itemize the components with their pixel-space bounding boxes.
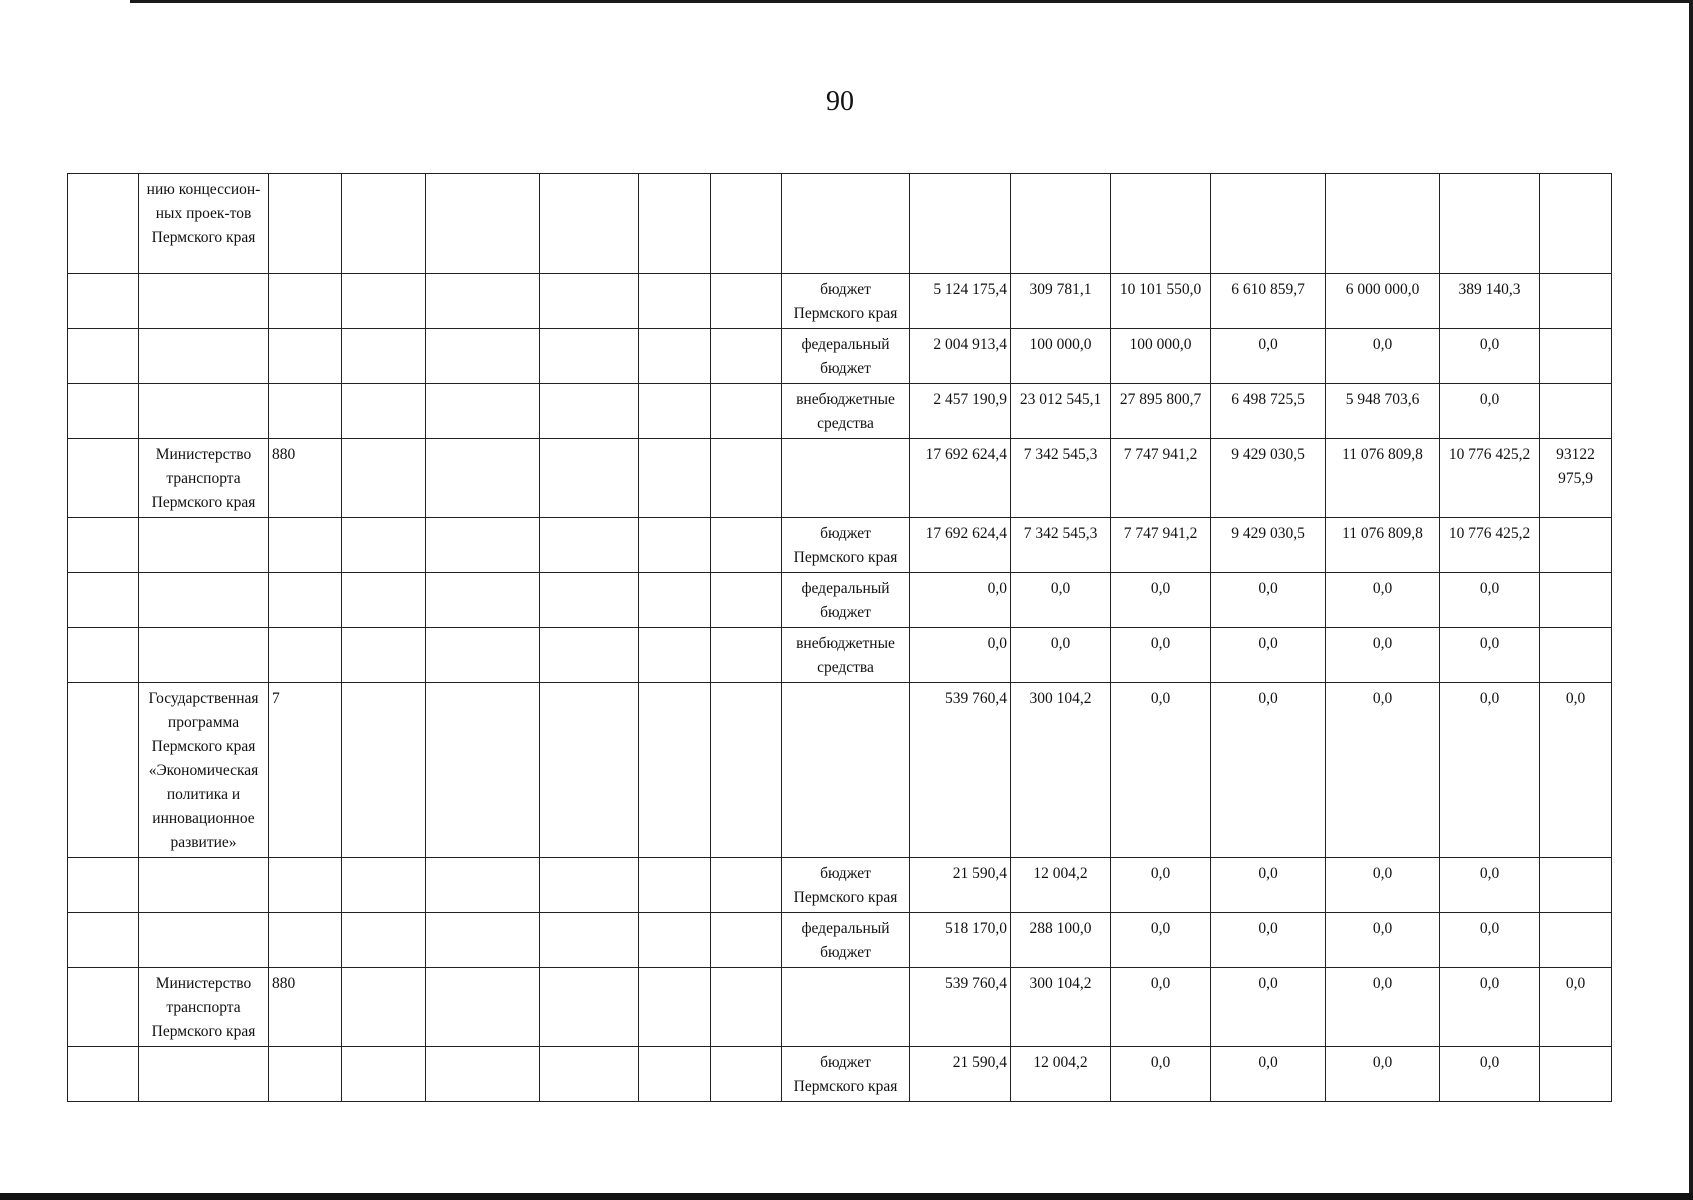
amount-cell-v3: 10 101 550,0 <box>1111 274 1211 329</box>
empty-cell <box>639 518 711 573</box>
name-cell <box>139 913 269 968</box>
empty-cell <box>711 573 782 628</box>
row-number-cell <box>68 384 139 439</box>
name-cell <box>139 329 269 384</box>
amount-cell-v4: 0,0 <box>1211 573 1326 628</box>
amount-cell-v4: 0,0 <box>1211 1047 1326 1102</box>
table-row <box>68 439 1612 518</box>
name-cell <box>139 628 269 683</box>
row-number-cell <box>68 174 139 274</box>
empty-cell <box>342 439 426 518</box>
empty-cell <box>342 174 426 274</box>
funding-source-cell: внебюджетные средства <box>782 628 910 683</box>
amount-cell-v5: 0,0 <box>1326 858 1440 913</box>
amount-cell-v2: 300 104,2 <box>1011 968 1111 1047</box>
total-cell <box>1540 518 1612 573</box>
funding-source-cell: бюджет Пермского края <box>782 518 910 573</box>
empty-cell <box>540 913 639 968</box>
amount-cell-v6: 0,0 <box>1440 329 1540 384</box>
row-number-cell <box>68 683 139 858</box>
amount-cell-v1: 17 692 624,4 <box>910 518 1011 573</box>
amount-cell-v1: 539 760,4 <box>910 968 1011 1047</box>
amount-cell-v6: 0,0 <box>1440 968 1540 1047</box>
amount-cell-v5: 6 000 000,0 <box>1326 274 1440 329</box>
empty-cell <box>426 384 540 439</box>
name-cell: Государственная программа Пермского края «Экономическая политика и инновационное развитие» <box>139 683 269 858</box>
empty-cell <box>342 683 426 858</box>
amount-cell-v3: 7 747 941,2 <box>1111 518 1211 573</box>
amount-cell-v1: 2 457 190,9 <box>910 384 1011 439</box>
empty-cell <box>711 329 782 384</box>
amount-cell-v3: 100 000,0 <box>1111 329 1211 384</box>
code-cell: 7 <box>269 683 342 858</box>
amount-cell-v5: 0,0 <box>1326 1047 1440 1102</box>
empty-cell <box>711 628 782 683</box>
amount-cell-v3: 0,0 <box>1111 968 1211 1047</box>
code-cell <box>269 1047 342 1102</box>
amount-cell-v5: 11 076 809,8 <box>1326 439 1440 518</box>
amount-cell-v1: 21 590,4 <box>910 858 1011 913</box>
empty-cell <box>711 968 782 1047</box>
table-row <box>68 858 1612 913</box>
amount-cell-v2: 12 004,2 <box>1011 858 1111 913</box>
amount-cell-v1: 0,0 <box>910 573 1011 628</box>
empty-cell <box>540 1047 639 1102</box>
empty-cell <box>426 683 540 858</box>
empty-cell <box>540 518 639 573</box>
funding-source-cell: бюджет Пермского края <box>782 274 910 329</box>
empty-cell <box>711 518 782 573</box>
amount-cell-v6: 0,0 <box>1440 628 1540 683</box>
amount-cell-v2: 12 004,2 <box>1011 1047 1111 1102</box>
total-cell <box>1540 174 1612 274</box>
empty-cell <box>711 1047 782 1102</box>
amount-cell-v4: 6 610 859,7 <box>1211 274 1326 329</box>
total-cell <box>1540 1047 1612 1102</box>
empty-cell <box>639 968 711 1047</box>
code-cell <box>269 573 342 628</box>
empty-cell <box>342 274 426 329</box>
total-cell: 93122 975,9 <box>1540 439 1612 518</box>
empty-cell <box>639 628 711 683</box>
funding-source-cell: федеральный бюджет <box>782 329 910 384</box>
budget-table <box>67 173 1612 1102</box>
empty-cell <box>540 174 639 274</box>
empty-cell <box>426 174 540 274</box>
amount-cell-v2: 7 342 545,3 <box>1011 439 1111 518</box>
empty-cell <box>639 573 711 628</box>
table-row <box>68 274 1612 329</box>
amount-cell-v6: 0,0 <box>1440 858 1540 913</box>
table-row <box>68 968 1612 1047</box>
row-number-cell <box>68 858 139 913</box>
amount-cell-v3: 0,0 <box>1111 1047 1211 1102</box>
empty-cell <box>426 573 540 628</box>
name-cell <box>139 858 269 913</box>
code-cell: 880 <box>269 439 342 518</box>
name-cell <box>139 518 269 573</box>
row-number-cell <box>68 274 139 329</box>
amount-cell-v6: 0,0 <box>1440 573 1540 628</box>
empty-cell <box>540 683 639 858</box>
code-cell <box>269 913 342 968</box>
empty-cell <box>426 628 540 683</box>
amount-cell-v4: 6 498 725,5 <box>1211 384 1326 439</box>
amount-cell-v5 <box>1326 174 1440 274</box>
amount-cell-v4: 9 429 030,5 <box>1211 439 1326 518</box>
empty-cell <box>342 968 426 1047</box>
amount-cell-v3: 27 895 800,7 <box>1111 384 1211 439</box>
empty-cell <box>540 384 639 439</box>
amount-cell-v5: 0,0 <box>1326 913 1440 968</box>
total-cell: 0,0 <box>1540 968 1612 1047</box>
empty-cell <box>426 439 540 518</box>
row-number-cell <box>68 968 139 1047</box>
name-cell <box>139 274 269 329</box>
amount-cell-v5: 0,0 <box>1326 329 1440 384</box>
row-number-cell <box>68 913 139 968</box>
amount-cell-v1 <box>910 174 1011 274</box>
empty-cell <box>540 439 639 518</box>
total-cell <box>1540 913 1612 968</box>
table-row <box>68 1047 1612 1102</box>
empty-cell <box>639 858 711 913</box>
empty-cell <box>342 913 426 968</box>
table-row <box>68 384 1612 439</box>
empty-cell <box>342 518 426 573</box>
code-cell <box>269 628 342 683</box>
amount-cell-v3 <box>1111 174 1211 274</box>
amount-cell-v4 <box>1211 174 1326 274</box>
funding-source-cell <box>782 174 910 274</box>
amount-cell-v6: 0,0 <box>1440 913 1540 968</box>
total-cell <box>1540 628 1612 683</box>
funding-source-cell <box>782 968 910 1047</box>
amount-cell-v2: 300 104,2 <box>1011 683 1111 858</box>
funding-source-cell: бюджет Пермского края <box>782 858 910 913</box>
total-cell <box>1540 384 1612 439</box>
name-cell: нию концессион-ных проек-тов Пермского края <box>139 174 269 274</box>
table-row <box>68 573 1612 628</box>
funding-source-cell: бюджет Пермского края <box>782 1047 910 1102</box>
table-row <box>68 913 1612 968</box>
empty-cell <box>426 913 540 968</box>
amount-cell-v3: 0,0 <box>1111 628 1211 683</box>
amount-cell-v6: 0,0 <box>1440 384 1540 439</box>
amount-cell-v2: 309 781,1 <box>1011 274 1111 329</box>
empty-cell <box>342 384 426 439</box>
total-cell <box>1540 573 1612 628</box>
amount-cell-v6: 389 140,3 <box>1440 274 1540 329</box>
total-cell <box>1540 274 1612 329</box>
empty-cell <box>342 1047 426 1102</box>
empty-cell <box>342 628 426 683</box>
name-cell: Министерство транспорта Пермского края <box>139 968 269 1047</box>
empty-cell <box>426 274 540 329</box>
amount-cell-v4: 0,0 <box>1211 858 1326 913</box>
table-row <box>68 628 1612 683</box>
name-cell <box>139 573 269 628</box>
code-cell <box>269 174 342 274</box>
empty-cell <box>711 174 782 274</box>
empty-cell <box>639 683 711 858</box>
amount-cell-v3: 0,0 <box>1111 573 1211 628</box>
empty-cell <box>639 439 711 518</box>
amount-cell-v1: 5 124 175,4 <box>910 274 1011 329</box>
empty-cell <box>711 683 782 858</box>
amount-cell-v5: 0,0 <box>1326 968 1440 1047</box>
total-cell <box>1540 329 1612 384</box>
row-number-cell <box>68 628 139 683</box>
empty-cell <box>711 858 782 913</box>
code-cell <box>269 858 342 913</box>
total-cell: 0,0 <box>1540 683 1612 858</box>
amount-cell-v6: 10 776 425,2 <box>1440 439 1540 518</box>
amount-cell-v5: 0,0 <box>1326 628 1440 683</box>
empty-cell <box>540 329 639 384</box>
amount-cell-v4: 0,0 <box>1211 968 1326 1047</box>
empty-cell <box>426 858 540 913</box>
amount-cell-v1: 21 590,4 <box>910 1047 1011 1102</box>
empty-cell <box>426 1047 540 1102</box>
amount-cell-v5: 11 076 809,8 <box>1326 518 1440 573</box>
funding-source-cell: федеральный бюджет <box>782 573 910 628</box>
scan-border-bottom <box>0 1193 1693 1200</box>
empty-cell <box>540 274 639 329</box>
name-cell: Министерство транспорта Пермского края <box>139 439 269 518</box>
empty-cell <box>639 913 711 968</box>
amount-cell-v3: 7 747 941,2 <box>1111 439 1211 518</box>
code-cell <box>269 384 342 439</box>
page-number: 90 <box>826 86 854 117</box>
amount-cell-v4: 0,0 <box>1211 683 1326 858</box>
row-number-cell <box>68 439 139 518</box>
code-cell <box>269 329 342 384</box>
amount-cell-v2: 0,0 <box>1011 573 1111 628</box>
empty-cell <box>342 858 426 913</box>
amount-cell-v2: 7 342 545,3 <box>1011 518 1111 573</box>
amount-cell-v5: 5 948 703,6 <box>1326 384 1440 439</box>
scan-border-right <box>1689 0 1693 1200</box>
amount-cell-v2: 0,0 <box>1011 628 1111 683</box>
amount-cell-v4: 0,0 <box>1211 913 1326 968</box>
amount-cell-v5: 0,0 <box>1326 683 1440 858</box>
row-number-cell <box>68 573 139 628</box>
code-cell <box>269 518 342 573</box>
amount-cell-v4: 0,0 <box>1211 628 1326 683</box>
amount-cell-v5: 0,0 <box>1326 573 1440 628</box>
funding-source-cell <box>782 683 910 858</box>
empty-cell <box>540 628 639 683</box>
amount-cell-v6: 0,0 <box>1440 683 1540 858</box>
amount-cell-v3: 0,0 <box>1111 683 1211 858</box>
row-number-cell <box>68 329 139 384</box>
empty-cell <box>639 384 711 439</box>
amount-cell-v6: 0,0 <box>1440 1047 1540 1102</box>
amount-cell-v3: 0,0 <box>1111 913 1211 968</box>
empty-cell <box>426 518 540 573</box>
code-cell <box>269 274 342 329</box>
amount-cell-v1: 539 760,4 <box>910 683 1011 858</box>
row-number-cell <box>68 1047 139 1102</box>
amount-cell-v6: 10 776 425,2 <box>1440 518 1540 573</box>
amount-cell-v4: 9 429 030,5 <box>1211 518 1326 573</box>
table-body <box>68 174 1612 1102</box>
amount-cell-v2: 288 100,0 <box>1011 913 1111 968</box>
name-cell <box>139 384 269 439</box>
funding-source-cell: федеральный бюджет <box>782 913 910 968</box>
empty-cell <box>426 329 540 384</box>
empty-cell <box>639 174 711 274</box>
code-cell: 880 <box>269 968 342 1047</box>
amount-cell-v1: 518 170,0 <box>910 913 1011 968</box>
table-row <box>68 518 1612 573</box>
amount-cell-v1: 17 692 624,4 <box>910 439 1011 518</box>
amount-cell-v3: 0,0 <box>1111 858 1211 913</box>
funding-source-cell <box>782 439 910 518</box>
amount-cell-v2: 23 012 545,1 <box>1011 384 1111 439</box>
empty-cell <box>540 858 639 913</box>
table-row <box>68 683 1612 858</box>
amount-cell-v2: 100 000,0 <box>1011 329 1111 384</box>
name-cell <box>139 1047 269 1102</box>
empty-cell <box>540 968 639 1047</box>
amount-cell-v2 <box>1011 174 1111 274</box>
amount-cell-v1: 0,0 <box>910 628 1011 683</box>
row-number-cell <box>68 518 139 573</box>
funding-source-cell: внебюджетные средства <box>782 384 910 439</box>
scan-border-top <box>130 0 1693 3</box>
empty-cell <box>639 274 711 329</box>
empty-cell <box>639 329 711 384</box>
empty-cell <box>426 968 540 1047</box>
amount-cell-v6 <box>1440 174 1540 274</box>
empty-cell <box>342 573 426 628</box>
table-row <box>68 329 1612 384</box>
empty-cell <box>540 573 639 628</box>
empty-cell <box>342 329 426 384</box>
empty-cell <box>711 913 782 968</box>
table-row <box>68 174 1612 274</box>
empty-cell <box>711 439 782 518</box>
empty-cell <box>711 384 782 439</box>
empty-cell <box>639 1047 711 1102</box>
amount-cell-v1: 2 004 913,4 <box>910 329 1011 384</box>
amount-cell-v4: 0,0 <box>1211 329 1326 384</box>
empty-cell <box>711 274 782 329</box>
total-cell <box>1540 858 1612 913</box>
